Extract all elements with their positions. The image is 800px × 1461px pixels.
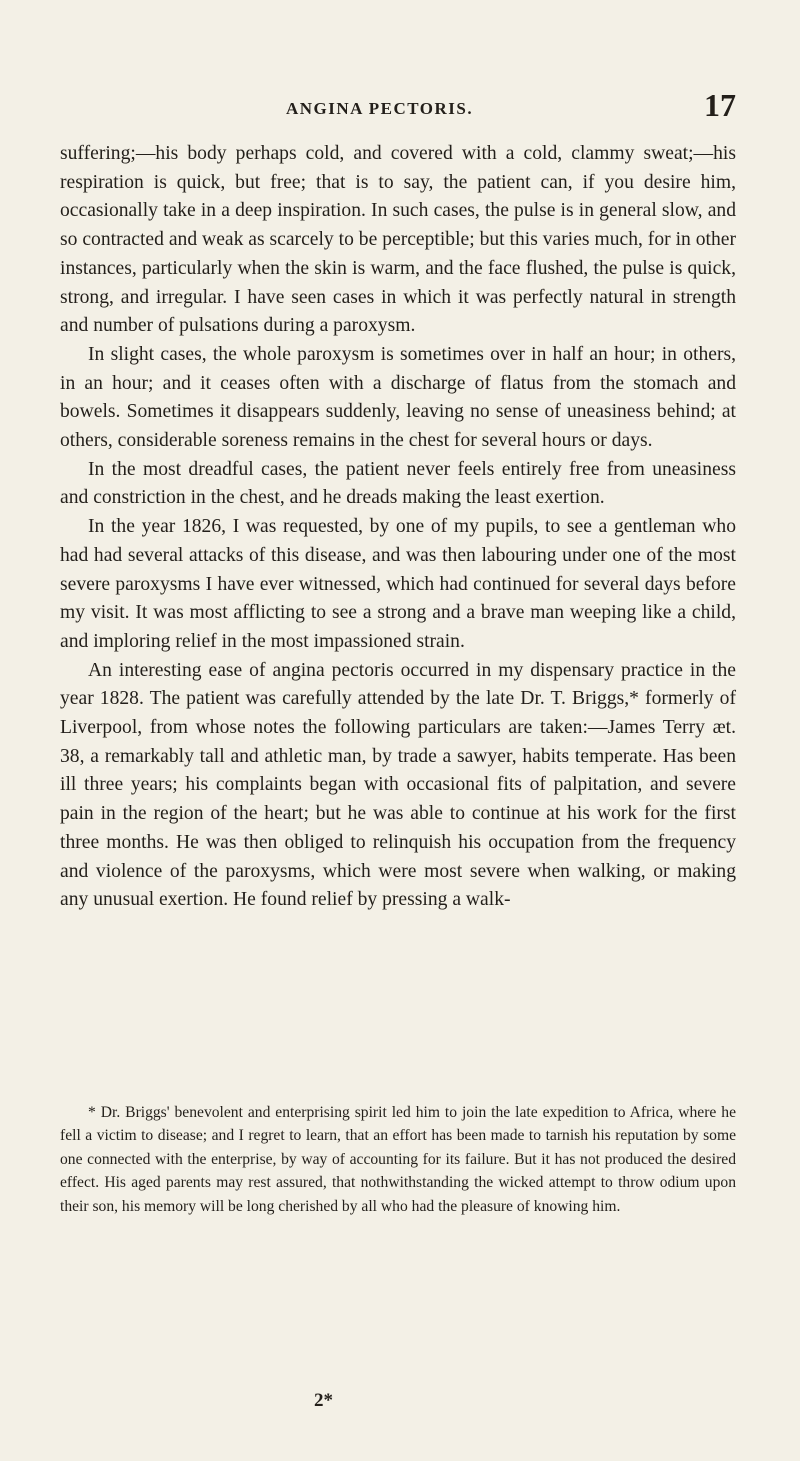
paragraph-3: In the most dreadful cases, the patient never feels entirely free from uneasiness and constriction in the chest, and he dreads making the least exertion.: [60, 458, 736, 509]
running-head: ANGINA PECTORIS.: [286, 99, 474, 118]
paragraph-2: In slight cases, the whole paroxysm is sometimes over in half an hour; in others, in an hour; and it ceases often with a discharge of flatus from the stomach and bowels. Sometimes it disappears suddenly, leaving no sense of uneasiness behind; at others, considerable soreness remains in the chest for several hours or days.: [60, 343, 736, 452]
signature-mark: 2*: [314, 1390, 333, 1411]
paragraph-4: In the year 1826, I was requested, by one of my pupils, to see a gentleman who had had several attacks of this disease, and was then labouring under one of the most severe paroxysms I have ever witnessed, which had continued for several days before my visit. It was most afflicting to see a strong and a brave man weeping like a child, and imploring relief in the most impassioned strain.: [60, 516, 736, 652]
body-text: [60, 140, 736, 915]
page-number: 17: [704, 87, 736, 123]
page-header: [60, 87, 736, 133]
paragraph-5: An interesting ease of angina pectoris occurred in my dispensary practice in the year 1828. The patient was carefully attended by the late Dr. T. Briggs,* formerly of Liverpool, from whose notes the following particulars are taken:—James Terry æt. 38, a remarkably tall and athletic man, by trade a sawyer, habits temperate. Has been ill three years; his complaints began with occasional fits of palpitation, and severe pain in the region of the heart; but he was able to continue at his work for the first three months. He was then obliged to relinquish his occupation from the frequency and violence of the paroxysms, which were most severe when walking, or making any unusual exertion. He found relief by pressing a walk-: [60, 659, 736, 911]
footnote-text: * Dr. Briggs' benevolent and enterprising spirit led him to join the late expedition to Africa, where he fell a victim to disease; and I regret to learn, that an effort has been made to tarnish his reputation by some one connected with the enterprise, by way of accounting for its failure. But it has not produced the desired effect. His aged parents may rest assured, that nothwithstanding the wicked attempt to throw odium upon their son, his memory will be long cherished by all who had the pleasure of knowing him.: [60, 1104, 736, 1215]
footnote: [60, 1101, 736, 1218]
paragraph-1: suffering;—his body perhaps cold, and covered with a cold, clammy sweat;—his respiration is quick, but free; that is to say, the patient can, if you desire him, occasionally take in a deep inspiration. In such cases, the pulse is in general slow, and so contracted and weak as scarcely to be perceptible; but this varies much, for in other instances, particularly when the skin is warm, and the face flushed, the pulse is quick, strong, and irregular. I have seen cases in which it was perfectly natural in strength and number of pulsations during a paroxysm.: [60, 143, 736, 337]
